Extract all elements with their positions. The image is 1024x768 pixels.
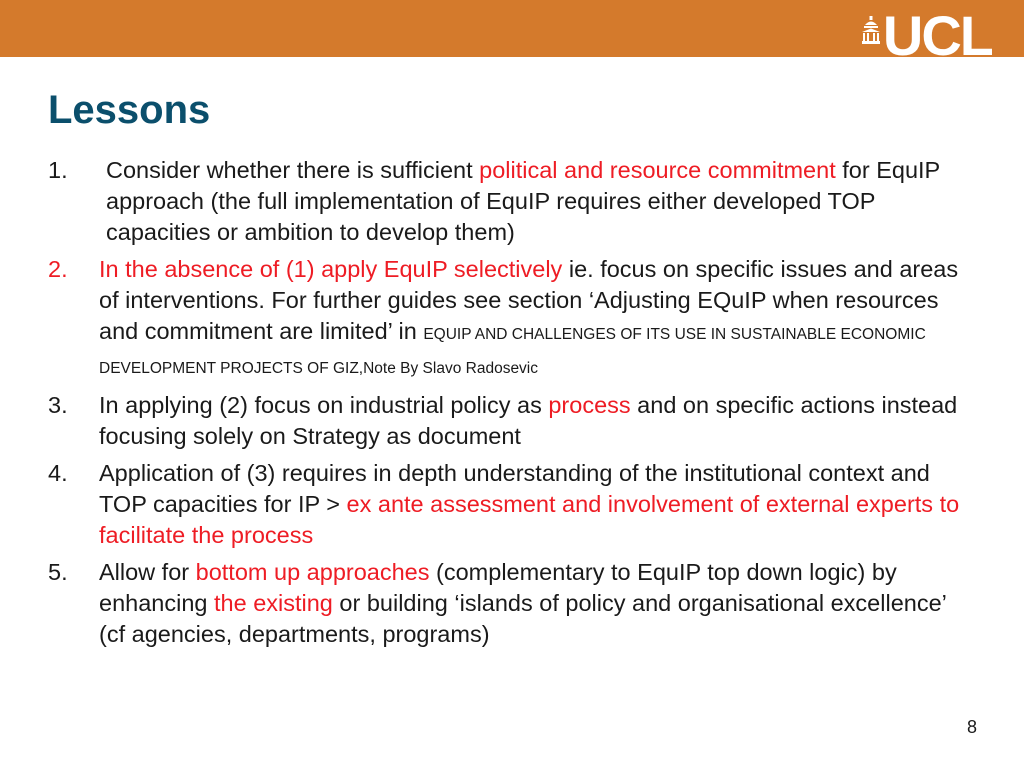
item-number: 2. <box>48 256 68 282</box>
list-item <box>48 458 978 551</box>
item-text: ie. focus on specific issues and areas of interventions. For further guides see section ‘Adjusting EQuIP when resources and commitment are limited’ in <box>99 256 959 344</box>
item-highlight: bottom up approaches <box>195 559 430 585</box>
item-text: Allow for <box>99 559 196 585</box>
item-reference: EQUIP AND CHALLENGES OF ITS USE IN SUSTAINABLE ECONOMIC DEVELOPMENT PROJECTS OF GIZ,Note By Slavo Radosevic <box>99 326 926 377</box>
item-number: 5. <box>48 559 68 585</box>
item-text: (complementary to EquIP top down logic) by enhancing <box>99 559 897 616</box>
list-item <box>48 155 978 248</box>
item-number: 3. <box>48 392 68 418</box>
item-highlight: the existing <box>214 590 333 616</box>
item-text: and on specific actions instead focusing solely on Strategy as document <box>99 392 958 449</box>
item-highlight: In the absence of (1) apply EquIP selectively <box>99 256 563 282</box>
item-highlight: political and resource commitment <box>479 157 836 183</box>
list-item <box>48 254 978 384</box>
item-number: 1. <box>48 157 68 183</box>
list-item <box>48 390 978 452</box>
lessons-list <box>48 155 978 656</box>
slide-title: Lessons <box>48 88 211 132</box>
item-highlight: ex ante assessment and involvement of external experts to facilitate the process <box>99 491 960 548</box>
item-highlight: process <box>548 392 631 418</box>
item-text: In applying (2) focus on industrial policy as <box>99 392 549 418</box>
item-number: 4. <box>48 460 68 486</box>
page-number: 8 <box>966 717 977 737</box>
item-text: or building ‘islands of policy and organisational excellence’ (cf agencies, departments, programs) <box>99 590 947 647</box>
item-text: Application of (3) requires in depth understanding of the institutional context and TOP capacities for IP > <box>99 460 930 517</box>
list-item <box>48 557 978 650</box>
logo-wordmark: UCL <box>882 14 992 58</box>
item-text: Consider whether there is sufficient <box>106 157 480 183</box>
ucl-logo <box>861 14 992 58</box>
portico-icon <box>861 16 881 44</box>
item-text: for EquIP approach (the full implementation of EquIP requires either developed TOP capacities or ambition to develop them) <box>106 157 940 245</box>
